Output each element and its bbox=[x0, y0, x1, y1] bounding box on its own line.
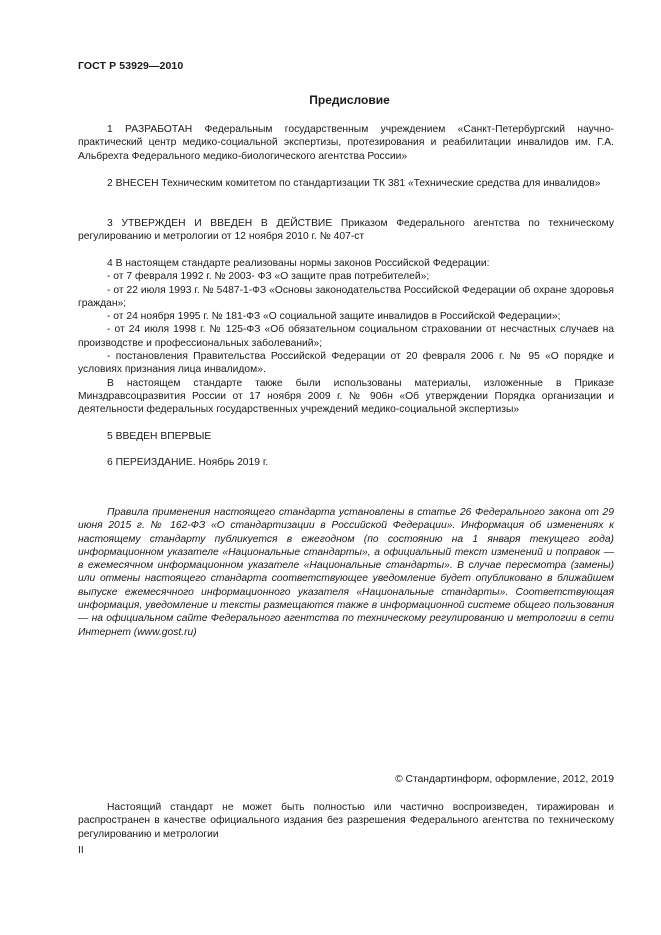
item-4-intro: 4 В настоящем стандарте реализованы нормы законов Российской Федерации: bbox=[107, 258, 490, 269]
item-6-text: 6 ПЕРЕИЗДАНИЕ. Ноябрь 2019 г. bbox=[107, 457, 269, 468]
item-4-extra: В настоящем стандарте также были использованы материалы, изложенные в Приказе Минздравсоцразвития России от 17 ноября 2009 г. № 906н «Об утверждении Порядка организации и деятельности федеральных государственных учреждений медико-социальной экспертизы» bbox=[78, 377, 614, 416]
application-notice-text: Правила применения настоящего стандарта установлены в статье 26 Федерального закона от 29 июня 2015 г. № 162-ФЗ «О стандартизации в Российской Федерации». Информация об изменениях к настоящему стандарту публикуется в ежегодном (по состоянию на 1 января текущего года) информационном указателе «Национальные стандарты», а официальный текст изменений и поправок — в ежемесячном информационном указателе «Национальные стандарты». В случае пересмотра (замены) или отмены настоящего стандарта соответствующее уведомление будет опубликовано в ближайшем выпуске ежемесячного информационного указателя «Национальные стандарты». Соответствующая информация, уведомление и тексты размещаются также в информационной системе общего пользования — на официальном сайте Федерального агентства по техническому регулированию и метрологии в сети Интернет (www.gost.ru) bbox=[78, 507, 614, 638]
item-5-introduced bbox=[78, 430, 614, 443]
law-item: - от 22 июля 1993 г. № 5487-1-ФЗ «Основы законодательства Российской Федерации об охране здоровья граждан»; bbox=[78, 284, 614, 309]
item-3-approved bbox=[78, 217, 614, 244]
law-item: - от 7 февраля 1992 г. № 2003- ФЗ «О защите прав потребителей»; bbox=[107, 271, 430, 283]
document-code: ГОСТ Р 53929—2010 bbox=[78, 60, 184, 72]
application-notice bbox=[78, 506, 614, 639]
item-1-text: 1 РАЗРАБОТАН Федеральным государственным учреждением «Санкт-Петербургский научно-практический центр медико-социальной экспертизы, протезирования и реабилитации инвалидов им. Г.А. Альбрехта Федерального медико-биологического агентства России» bbox=[78, 124, 614, 162]
item-3-text: 3 УТВЕРЖДЕН И ВВЕДЕН В ДЕЙСТВИЕ Приказом Федерального агентства по техническому регулированию и метрологии от 12 ноября 2010 г. № 407-ст bbox=[78, 218, 614, 243]
law-item: - от 24 ноября 1995 г. № 181-ФЗ «О социальной защите инвалидов в Российской Федерации»; bbox=[107, 311, 561, 323]
item-1-developed bbox=[78, 123, 614, 163]
copyright-line: © Стандартинформ, оформление, 2012, 2019 bbox=[395, 774, 614, 785]
item-4-laws bbox=[78, 257, 614, 417]
reproduction-notice-text: Настоящий стандарт не может быть полностью или частично воспроизведен, тиражирован и распространен в качестве официального издания без разрешения Федерального агентства по техническому регулированию и метрологии bbox=[78, 802, 614, 840]
reproduction-notice bbox=[78, 801, 614, 841]
page-title: Предисловие bbox=[309, 93, 390, 107]
page-number: II bbox=[78, 845, 84, 856]
law-item: - от 24 июля 1998 г. № 125-ФЗ «Об обязательном социальном страховании от несчастных случаев на производстве и профессиональных заболеваний»; bbox=[78, 324, 614, 349]
item-5-text: 5 ВВЕДЕН ВПЕРВЫЕ bbox=[107, 431, 212, 442]
item-6-reissue bbox=[78, 456, 614, 469]
item-2-submitted bbox=[78, 177, 614, 190]
item-2-text: 2 ВНЕСЕН Техническим комитетом по стандартизации ТК 381 «Технические средства для инвалидов» bbox=[107, 178, 601, 189]
law-item: - постановления Правительства Российской Федерации от 20 февраля 2006 г. № 95 «О порядке и условиях признания лица инвалидом». bbox=[78, 351, 614, 376]
